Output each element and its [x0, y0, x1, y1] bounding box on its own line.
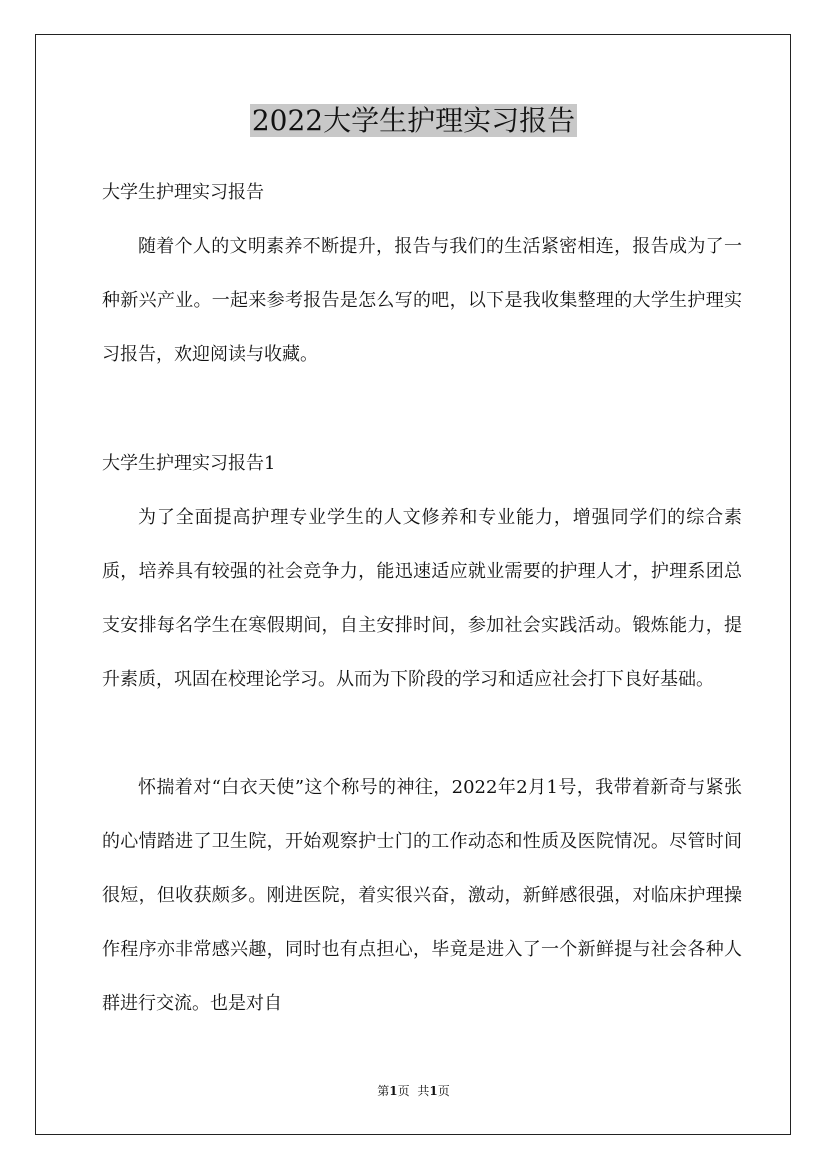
body-paragraph-2: 怀揣着对“白衣天使”这个称号的神往，2022年2月1号，我带着新奇与紧张的心情踏进了卫生院，开始观察护士门的工作动态和性质及医院情况。尽管时间很短，但收获颇多。刚进医院，着实很兴奋，激动，新鲜感很强，对临床护理操作程序亦非常感兴趣，同时也有点担心，毕竟是进入了一个新鲜提与社会各种人群进行交流。也是对自 [102, 777, 742, 1014]
intro-paragraph: 随着个人的文明素养不断提升，报告与我们的生活紧密相连，报告成为了一种新兴产业。一起来参考报告是怎么写的吧，以下是我收集整理的大学生护理实习报告，欢迎阅读与收藏。 [102, 236, 742, 365]
footer-page-suffix: 页 [397, 1084, 410, 1098]
footer-total-suffix: 页 [437, 1084, 450, 1098]
page-footer [0, 1081, 827, 1101]
footer-page-number: 1 [389, 1084, 398, 1098]
document-title [0, 101, 827, 141]
section-heading: 大学生护理实习报告1 [102, 453, 276, 474]
body-paragraph-1: 为了全面提高护理专业学生的人文修养和专业能力，增强同学们的综合素质，培养具有较强的社会竞争力，能迅速适应就业需要的护理人才，护理系团总支安排每名学生在寒假期间，自主安排时间，参加社会实践活动。锻炼能力，提升素质，巩固在校理论学习。从而为下阶段的学习和适应社会打下良好基础。 [102, 507, 742, 690]
footer-total-prefix: 共 [417, 1084, 430, 1098]
footer-page-prefix: 第 [377, 1084, 390, 1098]
footer-total-pages: 1 [429, 1084, 438, 1098]
document-title-text: 2022大学生护理实习报告 [251, 104, 576, 137]
document-subtitle: 大学生护理实习报告 [102, 182, 264, 203]
